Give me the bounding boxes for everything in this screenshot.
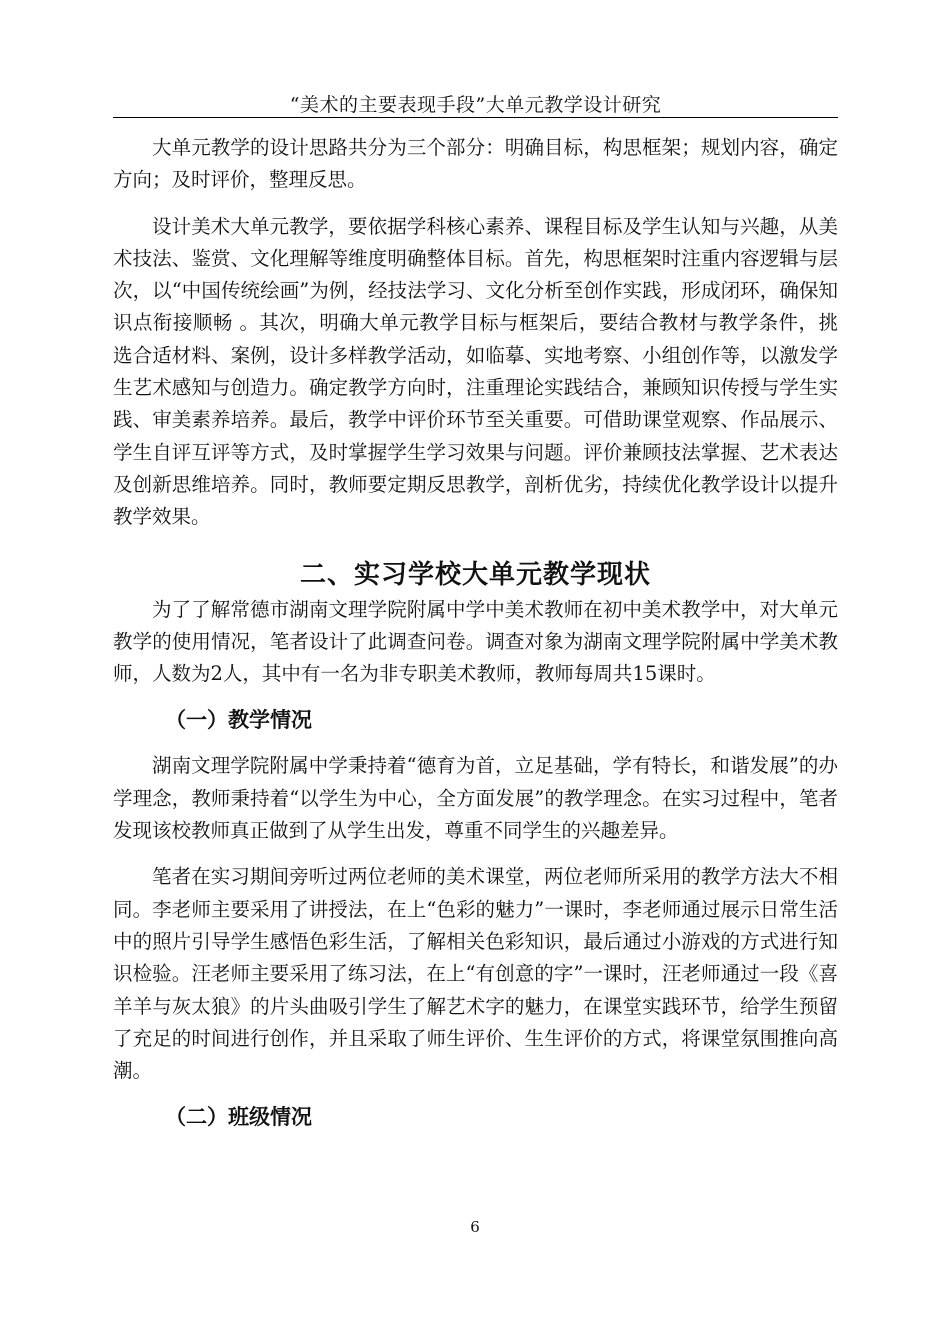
- page-number: 6: [470, 1218, 480, 1236]
- paragraph-gap: [113, 197, 838, 211]
- paragraph-survey: 为了了解常德市湖南文理学院附属中学中美术教师在初中美术教学中，对大单元教学的使用情况，笔者设计了此调查问卷。调查对象为湖南文理学院附属中学美术教师，人数为2人，其中有一名为非专职美术教师，教师每周共15课时。: [113, 597, 838, 686]
- header-rule: [113, 117, 838, 118]
- document-body: [113, 132, 838, 1133]
- paragraph-gap: [113, 847, 838, 861]
- section-gap: [113, 690, 838, 704]
- section-gap: [113, 534, 838, 556]
- section-gap: [113, 736, 838, 750]
- paragraph-school-philosophy: 湖南文理学院附属中学秉持着“德育为首，立足基础，学有特长，和谐发展”的办学理念，教师秉持着“以学生为中心，全方面发展”的教学理念。在实习过程中，笔者发现该校教师真正做到了从学生出发，尊重不同学生的兴趣差异。: [113, 754, 838, 843]
- section-title: 二、实习学校大单元教学现状: [299, 559, 651, 590]
- paragraph-classroom-observation: 笔者在实习期间旁听过两位老师的美术课堂，两位老师所采用的教学方法大不相同。李老师主要采用了讲授法，在上“色彩的魅力”一课时，李老师通过展示日常生活中的照片引导学生感悟色彩生活，了解相关色彩知识，最后通过小游戏的方式进行知识检验。汪老师主要采用了练习法，在上“有创意的字”一课时，汪老师通过一段《喜羊羊与灰太狼》的片头曲吸引学生了解艺术字的魅力，在课堂实践环节，给学生预留了充足的时间进行创作，并且采取了师生评价、生生评价的方式，将课堂氛围推向高潮。: [113, 865, 838, 1083]
- subsection-title-teaching: （一）教学情况: [165, 707, 312, 733]
- subsection-title-class: （二）班级情况: [165, 1104, 312, 1130]
- paragraph-design-details: 设计美术大单元教学，要依据学科核心素养、课程目标及学生认知与兴趣，从美术技法、鉴赏、文化理解等维度明确整体目标。首先，构思框架时注重内容逻辑与层次，以“中国传统绘画”为例，经技法学习、文化分析至创作实践，形成闭环，确保知识点衔接顺畅 。其次，明确大单元教学目标与框架后，要结合教材与教学条件，挑选合适材料、案例，设计多样教学活动，如临摹、实地考察、小组创作等，以激发学生艺术感知与创造力。确定教学方向时，注重理论实践结合，兼顾知识传授与学生实践、审美素养培养。最后，教学中评价环节至关重要。可借助课堂观察、作品展示、学生自评互评等方式，及时掌握学生学习效果与问题。评价兼顾技法掌握、艺术表达及创新思维培养。同时，教师要定期反思教学，剖析优劣，持续优化教学设计以提升教学效果。: [113, 214, 838, 529]
- section-gap: [113, 1087, 838, 1101]
- running-header: “美术的主要表现手段”大单元教学设计研究: [289, 94, 662, 116]
- paragraph-design-approach: 大单元教学的设计思路共分为三个部分：明确目标，构思框架；规划内容，确定方向；及时评价，整理反思。: [113, 136, 838, 192]
